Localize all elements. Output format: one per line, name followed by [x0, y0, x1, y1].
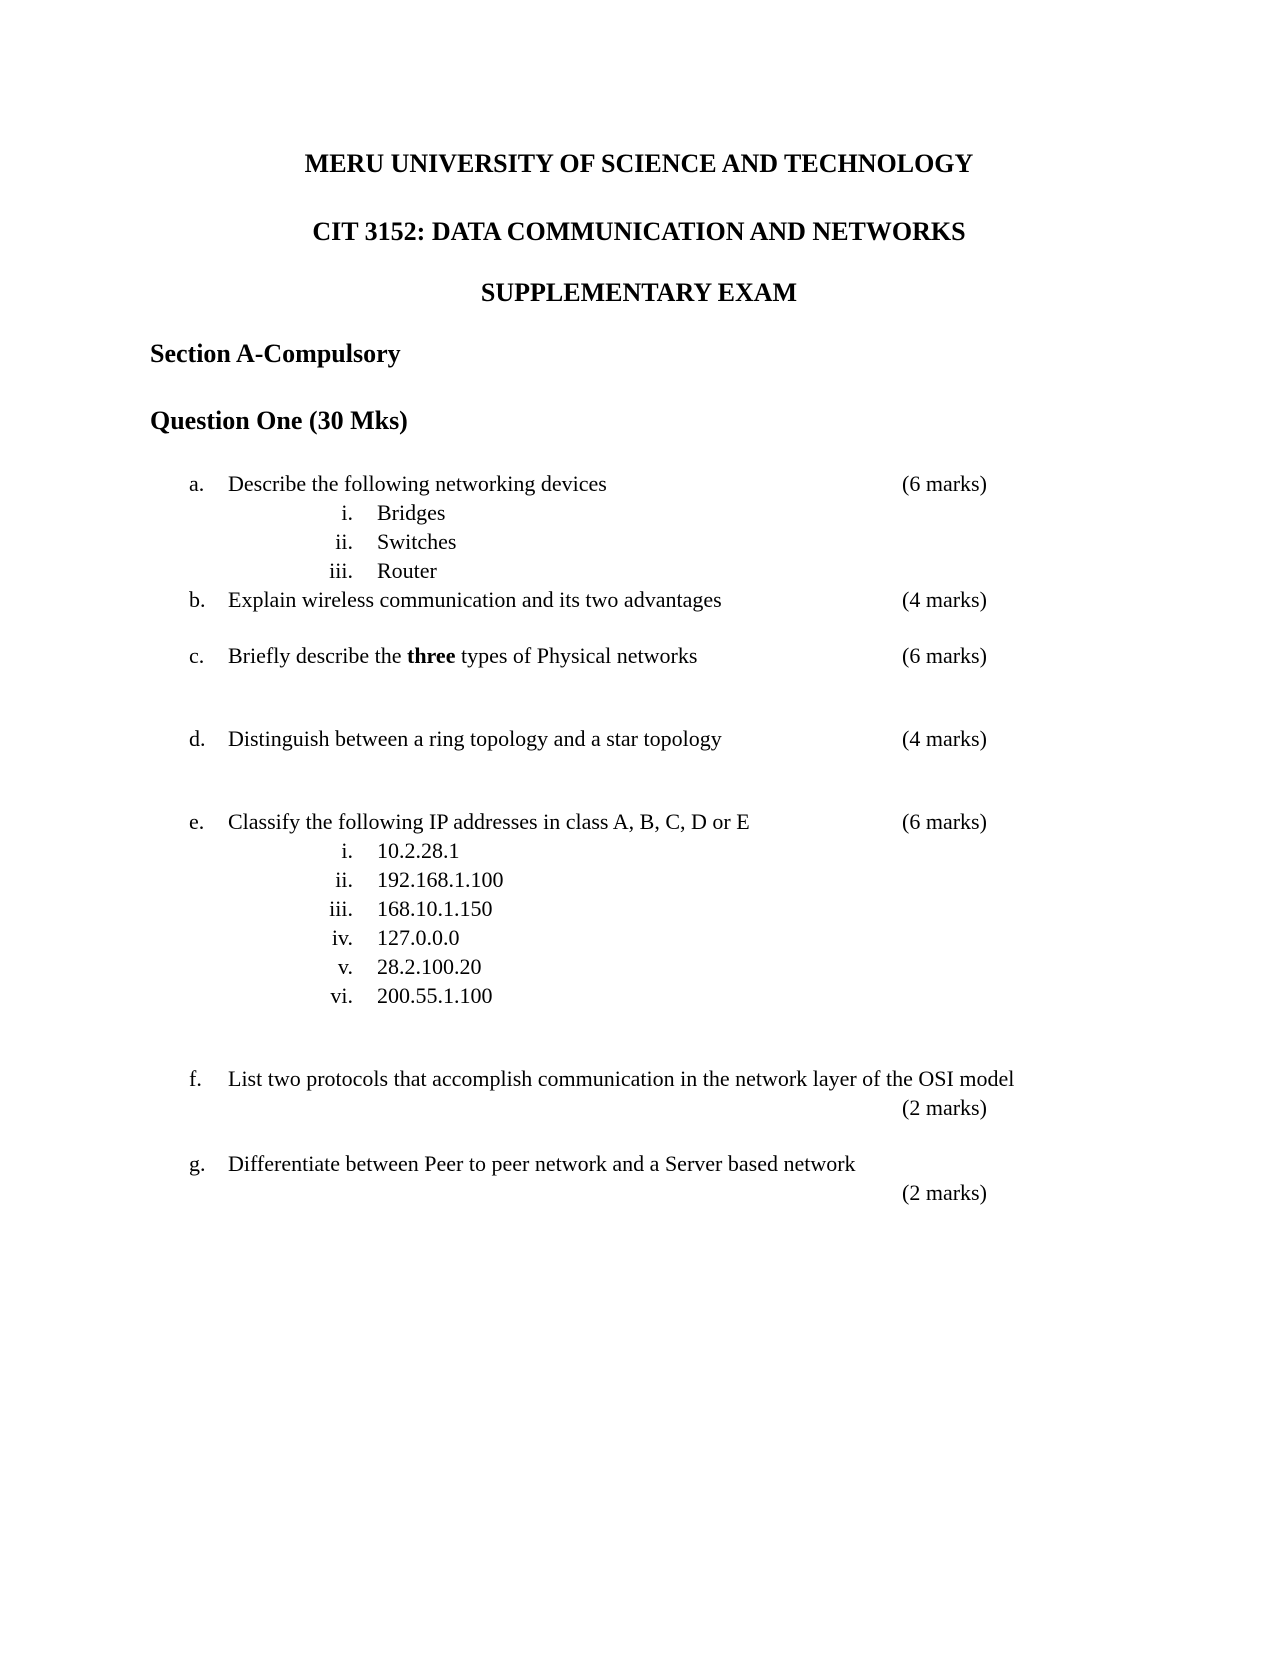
question-e-marks: (6 marks): [902, 809, 987, 834]
document-header: [150, 148, 1150, 309]
question-b-letter: b.: [189, 587, 206, 612]
subitem-text: Bridges: [377, 500, 446, 525]
section-a-title: Section A-Compulsory: [150, 339, 401, 368]
question-f: [150, 1064, 1150, 1093]
question-c-marks: (6 marks): [902, 643, 987, 668]
question-f-marks-row: [150, 1093, 1150, 1122]
question-a-letter: a.: [189, 471, 205, 496]
question-g-letter: g.: [189, 1151, 206, 1176]
exam-type-title: SUPPLEMENTARY EXAM: [480, 278, 798, 307]
question-e-sub-iv: [150, 923, 1150, 952]
question-e-sub-ii: [150, 865, 1150, 894]
question-e: [150, 807, 1150, 836]
question-d-text: Distinguish between a ring topology and a star topology: [228, 726, 722, 751]
subitem-text: 192.168.1.100: [377, 867, 504, 892]
question-e-text: Classify the following IP addresses in class A, B, C, D or E: [228, 809, 750, 834]
question-e-sub-iii: [150, 894, 1150, 923]
question-f-marks: (2 marks): [902, 1095, 987, 1120]
subitem-text: Router: [377, 558, 437, 583]
question-f-text: List two protocols that accomplish communication in the network layer of the OSI model: [228, 1066, 1015, 1091]
question-e-letter: e.: [189, 809, 205, 834]
question-d-marks: (4 marks): [902, 726, 987, 751]
question-a-sub-i: [150, 498, 1150, 527]
subitem-numeral: ii.: [335, 529, 353, 554]
course-title: CIT 3152: DATA COMMUNICATION AND NETWORKS: [312, 217, 966, 246]
question-a-text: Describe the following networking devices: [228, 471, 607, 496]
question-a: [150, 469, 1150, 498]
question-c-text: Briefly describe the three types of Physical networks: [228, 643, 698, 668]
question-g-text: Differentiate between Peer to peer network and a Server based network: [228, 1151, 856, 1176]
question-a-marks: (6 marks): [902, 471, 987, 496]
subitem-numeral: ii.: [335, 867, 353, 892]
question-a-sub-ii: [150, 527, 1150, 556]
question-e-sub-v: [150, 952, 1150, 981]
subitem-text: 10.2.28.1: [377, 838, 460, 863]
question-b-text: Explain wireless communication and its two advantages: [228, 587, 722, 612]
question-g: [150, 1149, 1150, 1178]
subitem-numeral: iii.: [329, 558, 353, 583]
question-f-letter: f.: [189, 1066, 202, 1091]
question-c: [150, 641, 1150, 670]
university-title: MERU UNIVERSITY OF SCIENCE AND TECHNOLOGY: [304, 149, 974, 178]
subitem-numeral: iv.: [331, 925, 353, 950]
question-a-sub-iii: [150, 556, 1150, 585]
subitem-numeral: v.: [337, 954, 353, 979]
subitem-text: 28.2.100.20: [377, 954, 482, 979]
question-c-letter: c.: [189, 643, 205, 668]
question-d-letter: d.: [189, 726, 206, 751]
question-b: [150, 585, 1150, 614]
question-e-sub-i: [150, 836, 1150, 865]
question-b-marks: (4 marks): [902, 587, 987, 612]
subitem-numeral: vi.: [330, 983, 353, 1008]
subitem-text: 200.55.1.100: [377, 983, 493, 1008]
subitem-text: 127.0.0.0: [377, 925, 460, 950]
subitem-text: 168.10.1.150: [377, 896, 493, 921]
question-e-sub-vi: [150, 981, 1150, 1010]
subitem-numeral: i.: [341, 838, 353, 863]
question-list: [150, 469, 1150, 1207]
subitem-numeral: i.: [341, 500, 353, 525]
question-g-marks: (2 marks): [902, 1180, 987, 1205]
subitem-text: Switches: [377, 529, 457, 554]
subitem-numeral: iii.: [329, 896, 353, 921]
question-g-marks-row: [150, 1178, 1150, 1207]
question-one-heading: Question One (30 Mks): [150, 406, 408, 435]
question-d: [150, 724, 1150, 753]
